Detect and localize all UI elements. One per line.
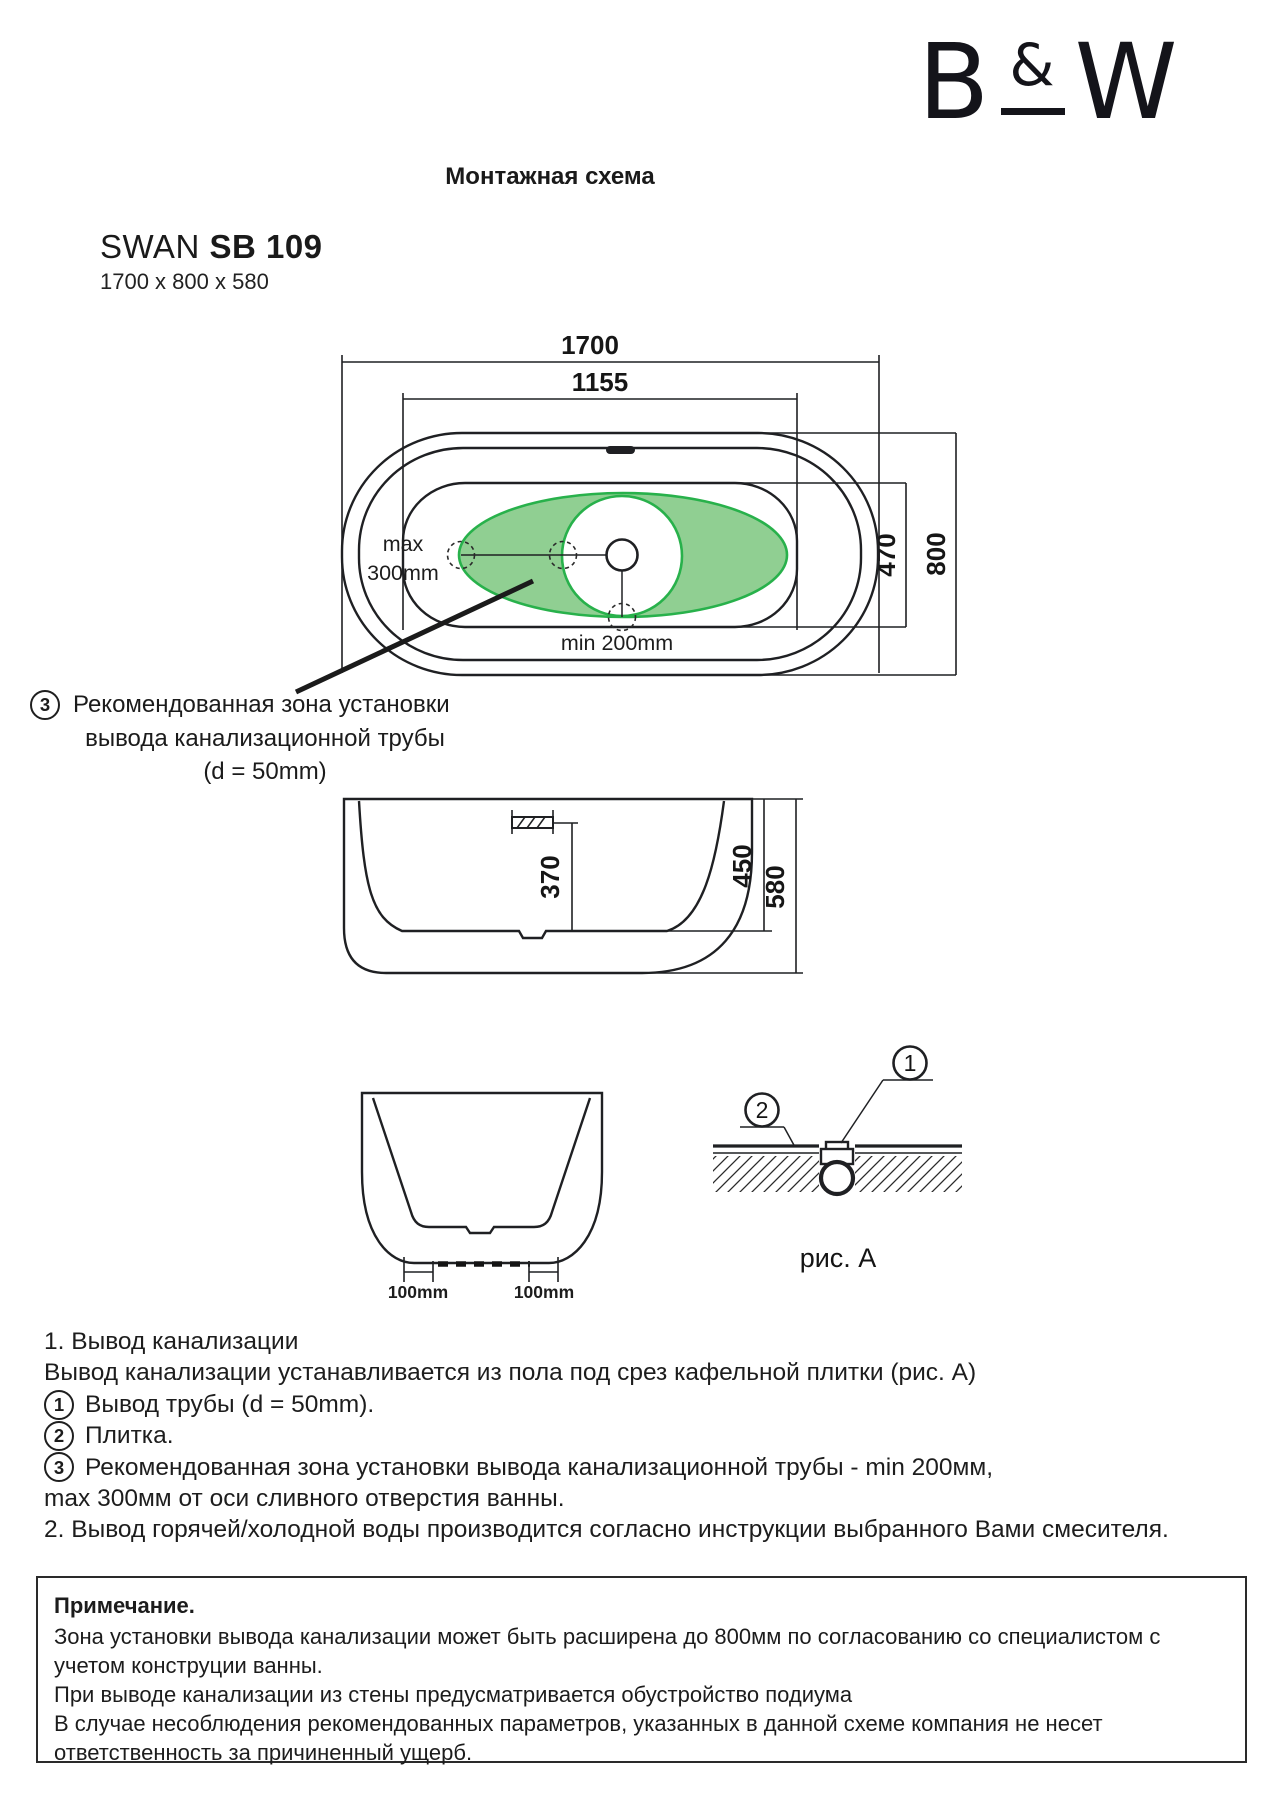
note-item2-text: 2. Вывод горячей/холодной воды производится согласно инструкции выбранного Вами смесителя. — [44, 1516, 1169, 1544]
notes-block — [44, 1326, 1250, 1546]
dim-450: 450 — [727, 844, 757, 888]
note-item1-text: Вывод канализации устанавливается из пола под срез кафельной плитки (рис. А) — [44, 1359, 977, 1387]
dim-1155: 1155 — [571, 367, 629, 397]
dim-580: 580 — [760, 865, 790, 909]
callout-2-number: 2 — [755, 1097, 769, 1123]
remark-line1: Зона установки вывода канализации может быть расширена до 800мм по согласованию со специалистом с учетом конструции ванны. — [54, 1624, 1161, 1678]
product-name — [100, 228, 323, 266]
overflow-slot — [606, 446, 635, 454]
brand-logo — [918, 21, 1180, 143]
fig-a-caption: рис. А — [799, 1243, 877, 1273]
note-callout-2-badge: 2 — [44, 1421, 74, 1451]
dim-1700: 1700 — [561, 330, 619, 360]
product-dimensions: 1700 x 800 x 580 — [100, 269, 269, 294]
floor-hatch-left — [713, 1156, 819, 1192]
drain-hole — [607, 540, 638, 571]
top-view — [296, 330, 956, 692]
zone-callout-block — [30, 690, 470, 786]
product-model: SB 109 — [209, 228, 323, 265]
note-callout-1-text: Вывод трубы (d = 50mm). — [85, 1390, 375, 1418]
dim-470: 470 — [871, 533, 901, 577]
remark-line2: При выводе канализации из стены предусматривается обустройство подиума — [54, 1682, 853, 1707]
label-max: max — [382, 532, 424, 556]
end-view — [362, 1093, 602, 1302]
detail-fig-a — [713, 1047, 962, 1274]
logo-ampersand: & — [1001, 36, 1064, 115]
logo-letter-b: B — [918, 21, 992, 143]
dim-370: 370 — [535, 855, 565, 899]
drain-pipe-section — [821, 1162, 853, 1194]
end-outer-profile — [362, 1093, 602, 1263]
note-callout-1-badge: 1 — [44, 1390, 74, 1420]
zone-callout-line1: Рекомендованная зона установки — [73, 691, 450, 718]
callout-3-badge: 3 — [30, 690, 60, 720]
note-callout-3-badge: 3 — [44, 1452, 74, 1482]
note-callout-3-text: Рекомендованная зона установки вывода канализационной трубы - min 200мм, — [85, 1453, 994, 1481]
zone-callout-line2: вывода канализационной трубы — [85, 725, 445, 752]
dim-800: 800 — [921, 532, 951, 576]
end-basin-profile — [373, 1098, 590, 1233]
remark-title: Примечание. — [54, 1593, 195, 1618]
dim-100mm-left: 100mm — [387, 1282, 449, 1302]
remark-box — [36, 1576, 1247, 1763]
note-callout-2-text: Плитка. — [85, 1422, 174, 1450]
note-item1-title: 1. Вывод канализации — [44, 1328, 299, 1355]
label-min: min 200mm — [560, 631, 674, 655]
callout-1-number: 1 — [903, 1050, 917, 1076]
label-max-value: 300mm — [367, 561, 439, 585]
product-block — [100, 228, 323, 295]
floor-hatch-right — [855, 1156, 962, 1192]
logo-letter-w: W — [1074, 21, 1180, 143]
side-view — [344, 799, 803, 973]
page-title: Монтажная схема — [445, 163, 655, 190]
remark-line3: В случае несоблюдения рекомендованных параметров, указанных в данной схеме компания не несет ответственность за причиненный ущерб. — [54, 1711, 1103, 1765]
product-series: SWAN — [100, 228, 210, 265]
dim-100mm-right: 100mm — [513, 1282, 575, 1302]
zone-callout-line3: (d = 50mm) — [203, 758, 327, 785]
technical-drawing — [0, 300, 1273, 1310]
note-callout-3-text2: max 300мм от оси сливного отверстия ванны. — [44, 1485, 565, 1513]
